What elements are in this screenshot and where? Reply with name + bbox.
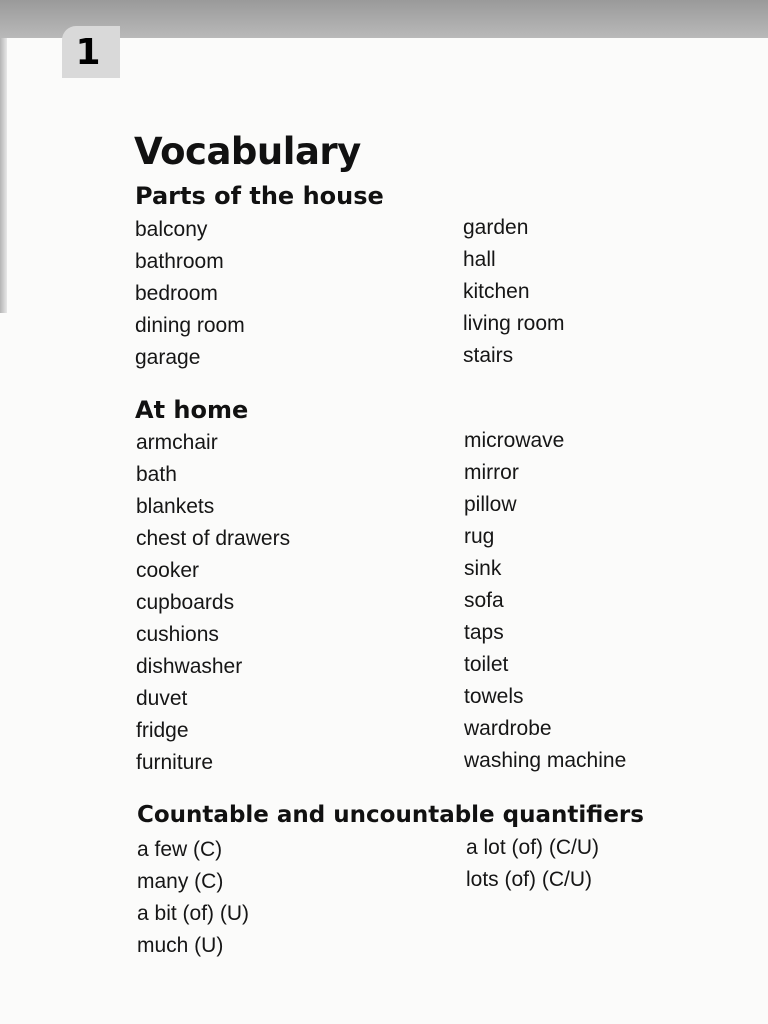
word-item: furniture [136,751,214,774]
word-list-quantifiers-left [137,834,249,962]
word-item: wardrobe [464,717,552,740]
word-item: stairs [463,344,514,367]
word-item: dining room [135,314,245,337]
word-item: kitchen [463,280,530,303]
word-item: garage [135,346,201,369]
word-item: cooker [136,559,200,582]
word-item: dishwasher [136,655,243,678]
word-item: lots (of) (C/U) [466,868,592,891]
word-item: cushions [136,623,219,646]
word-item: hall [463,248,496,271]
word-item: armchair [136,431,218,454]
page-binding-shadow [0,38,7,313]
word-item: sofa [464,589,504,612]
word-item: fridge [136,719,189,742]
word-item: cupboards [136,591,235,614]
word-item: bath [136,463,177,486]
word-item: pillow [464,493,517,516]
word-item: many (C) [137,870,224,893]
section-heading-quantifiers: Countable and uncountable quantifiers [137,802,644,828]
word-item: chest of drawers [136,527,291,550]
word-item: duvet [136,687,188,710]
word-item: a few (C) [137,838,223,861]
section-heading-at-home: At home [135,396,249,424]
word-item: garden [463,216,529,239]
word-item: a bit (of) (U) [137,902,250,925]
word-item: bathroom [135,250,224,273]
word-item: microwave [464,429,565,452]
unit-number-badge: 1 [62,26,120,78]
word-item: blankets [136,495,215,518]
word-list-parts-right [463,212,565,372]
word-list-parts-left [135,214,245,374]
word-list-at-home-left [136,427,290,779]
section-heading-parts-of-the-house: Parts of the house [135,182,384,210]
word-item: bedroom [135,282,218,305]
word-item: toilet [464,653,509,676]
word-item: taps [464,621,504,644]
word-item: rug [464,525,495,548]
word-item: living room [463,312,565,335]
word-item: washing machine [464,749,627,772]
word-item: a lot (of) (C/U) [466,836,600,859]
word-item: sink [464,557,502,580]
word-item: towels [464,685,524,708]
page-title: Vocabulary [134,130,361,173]
word-item: balcony [135,218,208,241]
word-list-at-home-right [464,425,626,777]
word-list-quantifiers-right [466,832,599,896]
word-item: much (U) [137,934,224,957]
word-item: mirror [464,461,519,484]
